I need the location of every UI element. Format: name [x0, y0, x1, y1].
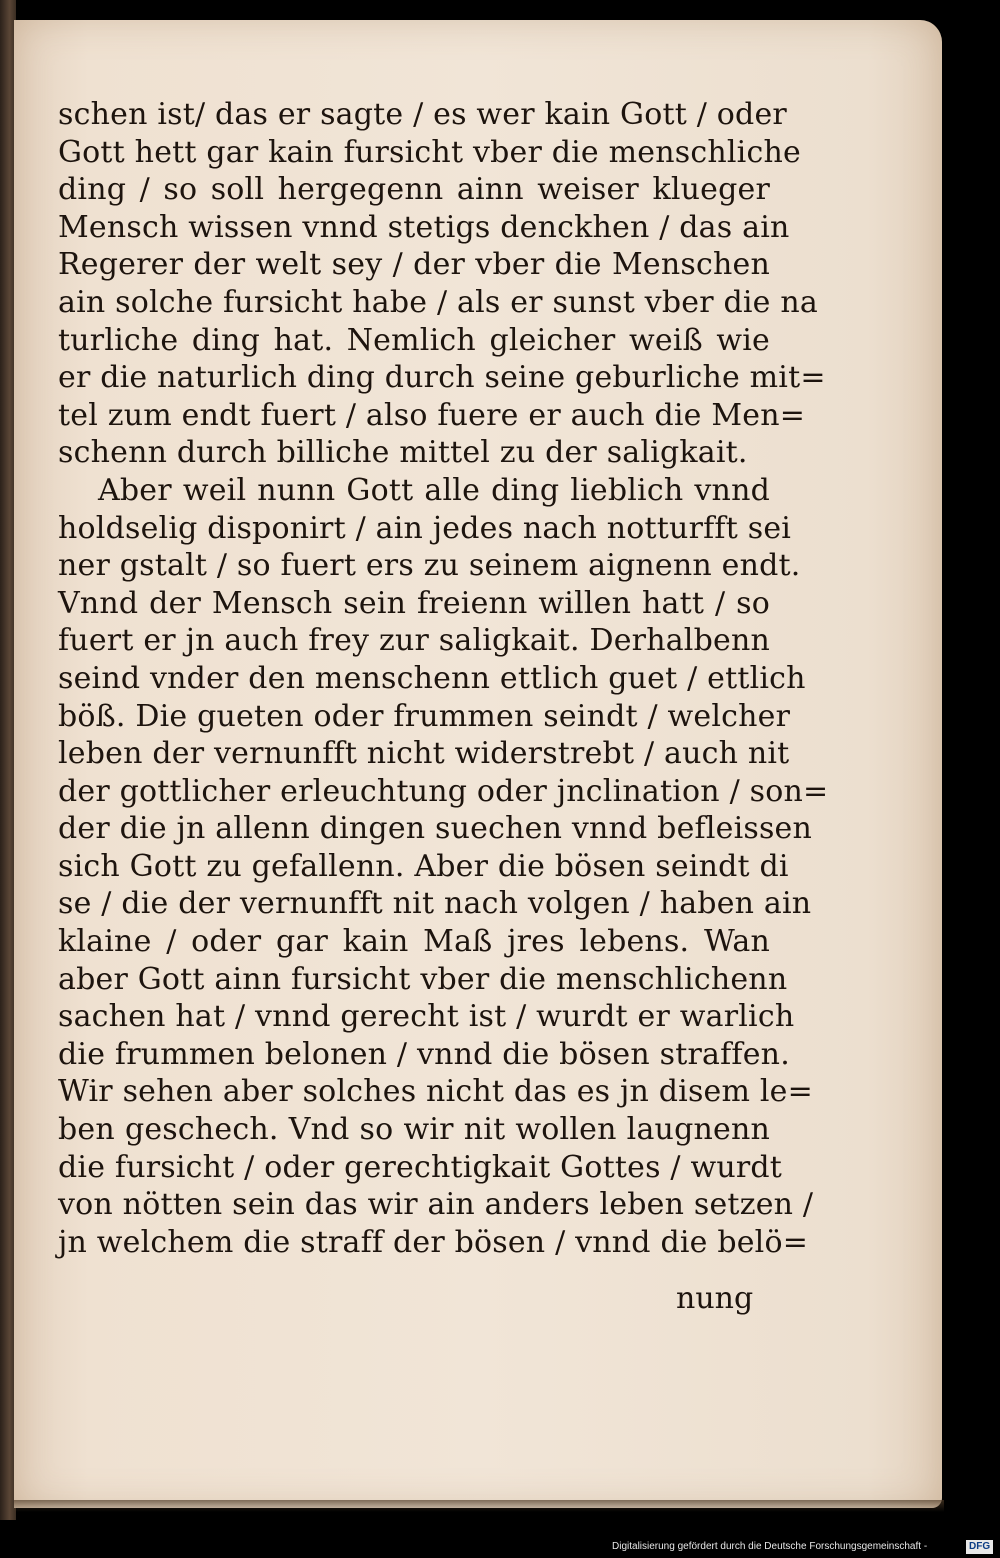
- text-line: ner gstalt / so fuert ers zu seinem aignenn endt.: [58, 548, 801, 584]
- text-line: Aber weil nunn Gott alle ding lieblich vnnd: [98, 472, 770, 508]
- text-line: aber Gott ainn fursicht vber die menschlichenn: [58, 961, 788, 997]
- text-line: ben geschech. Vnd so wir nit wollen laugnenn: [58, 1112, 770, 1148]
- catchword: nung: [676, 1281, 754, 1316]
- text-line: klaine / oder gar kain Maß jres lebens. Wan: [58, 924, 770, 960]
- text-line: leben der vernunfft nicht widerstrebt / auch nit: [58, 736, 790, 772]
- text-line: ain solche fursicht habe / als er sunst vber die na: [58, 284, 818, 320]
- text-line: die frummen belonen / vnnd die bösen straffen.: [58, 1036, 790, 1072]
- dfg-logo: DFG: [966, 1540, 993, 1554]
- text-line: die fursicht / oder gerechtigkait Gottes / wurdt: [58, 1149, 783, 1185]
- text-line: fuert er jn auch frey zur saligkait. Derhalbenn: [58, 623, 770, 659]
- text-line: der gottlicher erleuchtung oder jnclination / son=: [58, 773, 829, 809]
- text-line: Vnnd der Mensch sein freienn willen hatt / so: [58, 585, 770, 621]
- text-line: böß. Die gueten oder frummen seindt / welcher: [58, 698, 791, 734]
- text-line: Wir sehen aber solches nicht das es jn disem le=: [58, 1074, 813, 1110]
- text-line: sich Gott zu gefallenn. Aber die bösen seindt di: [58, 848, 789, 884]
- text-line: schenn durch billiche mittel zu der saligkait.: [58, 435, 748, 471]
- page-text: [58, 96, 829, 1261]
- text-line: schen ist/ das er sagte / es wer kain Gott / oder: [58, 97, 787, 132]
- text-line: turliche ding hat. Nemlich gleicher weiß wie: [58, 322, 770, 358]
- text-line: sachen hat / vnnd gerecht ist / wurdt er warlich: [58, 999, 795, 1035]
- text-line: holdselig disponirt / ain jedes nach notturfft sei: [58, 510, 792, 546]
- text-line: der die jn allenn dingen suechen vnnd befleissen: [58, 811, 813, 847]
- text-line: Regerer der welt sey / der vber die Menschen: [58, 247, 770, 283]
- digitization-credit: Digitalisierung gefördert durch die Deutsche Forschungsgemeinschaft -: [612, 1541, 928, 1552]
- text-line: Gott hett gar kain fursicht vber die menschliche: [58, 134, 801, 170]
- text-line: ding / so soll hergegenn ainn weiser klueger: [58, 172, 770, 208]
- text-line: se / die der vernunfft nit nach volgen / haben ain: [58, 886, 812, 922]
- text-line: er die naturlich ding durch seine geburliche mit=: [58, 360, 826, 396]
- text-line: tel zum endt fuert / also fuere er auch die Men=: [58, 397, 806, 433]
- text-line: jn welchem die straff der bösen / vnnd die belö=: [58, 1224, 809, 1260]
- text-line: Mensch wissen vnnd stetigs denckhen / das ain: [58, 209, 790, 245]
- text-line: von nötten sein das wir ain anders leben setzen /: [58, 1187, 814, 1223]
- text-line: seind vnder den menschenn ettlich guet / ettlich: [58, 660, 806, 696]
- page-bottom-shadow: [14, 1500, 944, 1512]
